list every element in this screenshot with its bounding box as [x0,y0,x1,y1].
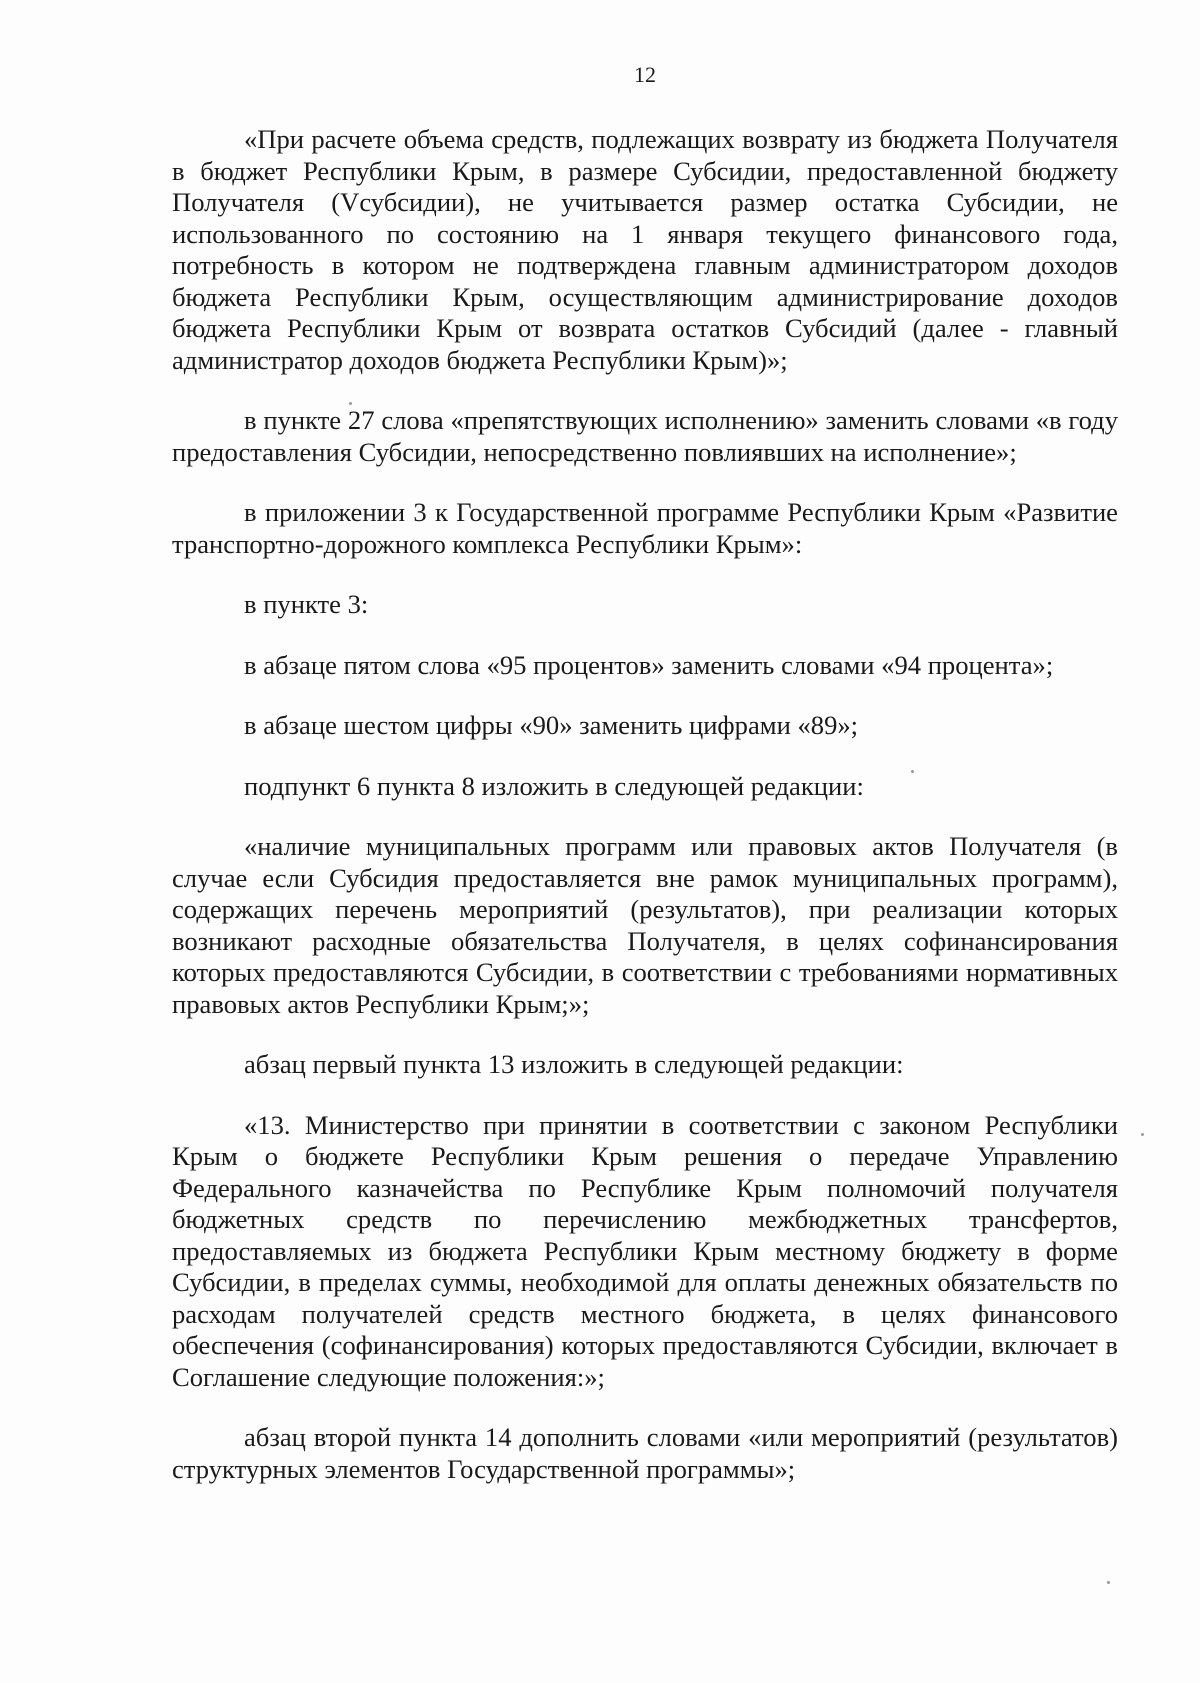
paragraph-10: «13. Министерство при принятии в соответствии с законом Республики Крым о бюджете Республики Крым решения о передаче Управлению Федерального казначейства по Республике Крым полномочий получателя бюджетных средств по перечислению межбюджетных трансфертов, предоставляемых из бюджета Республики Крым местному бюджету в форме Субсидии, в пределах суммы, необходимой для оплаты денежных обязательств по расходам получателей средств местного бюджета, в целях финансового обеспечения (софинансирования) которых предоставляются Субсидии, включает в Соглашение следующие положения:»; [172,1109,1118,1392]
scan-speck [1107,1581,1110,1584]
paragraph-3: в приложении 3 к Государственной программе Республики Крым «Развитие транспортно-дорожного комплекса Республики Крым»: [172,497,1118,559]
page-number: 12 [634,62,656,87]
paragraph-2: в пункте 27 слова «препятствующих исполнению» заменить словами «в году предоставления Субсидии, непосредственно повлиявших на исполнение»; [172,405,1118,467]
paragraph-5: в абзаце пятом слова «95 процентов» заменить словами «94 процента»; [244,649,1054,680]
paragraph-1: «При расчете объема средств, подлежащих возврату из бюджета Получателя в бюджет Республики Крым, в размере Субсидии, предоставленной бюджету Получателя (Vсубсидии), не учитывается размер остатка Субсидии, не использованного по состоянию на 1 января текущего финансового года, потребность в котором не подтверждена главным администратором доходов бюджета Республики Крым, осуществляющим администрирование доходов бюджета Республики Крым от возврата остатков Субсидий (далее - главный администратор доходов бюджета Республики Крым)»; [172,124,1118,375]
paragraph-8: «наличие муниципальных программ или правовых актов Получателя (в случае если Субсидия предоставляется вне рамок муниципальных программ), содержащих перечень мероприятий (результатов), при реализации которых возникают расходные обязательства Получателя, в целях софинансирования которых предоставляются Субсидии, в соответствии с требованиями нормативных правовых актов Республики Крым;»; [172,831,1118,1019]
scan-speck [911,770,914,773]
paragraph-7: подпункт 6 пункта 8 изложить в следующей редакции: [244,770,864,801]
document-body [172,124,1118,1514]
paragraph-9: абзац первый пункта 13 изложить в следующей редакции: [244,1049,904,1079]
scan-speck [349,402,352,405]
scan-speck [1141,1133,1144,1136]
paragraph-11: абзац второй пункта 14 дополнить словами «или мероприятий (результатов) структурных элементов Государственной программы»; [172,1422,1118,1484]
paragraph-6: в абзаце шестом цифры «90» заменить цифрами «89»; [244,710,859,740]
paragraph-4: в пункте 3: [244,589,369,619]
